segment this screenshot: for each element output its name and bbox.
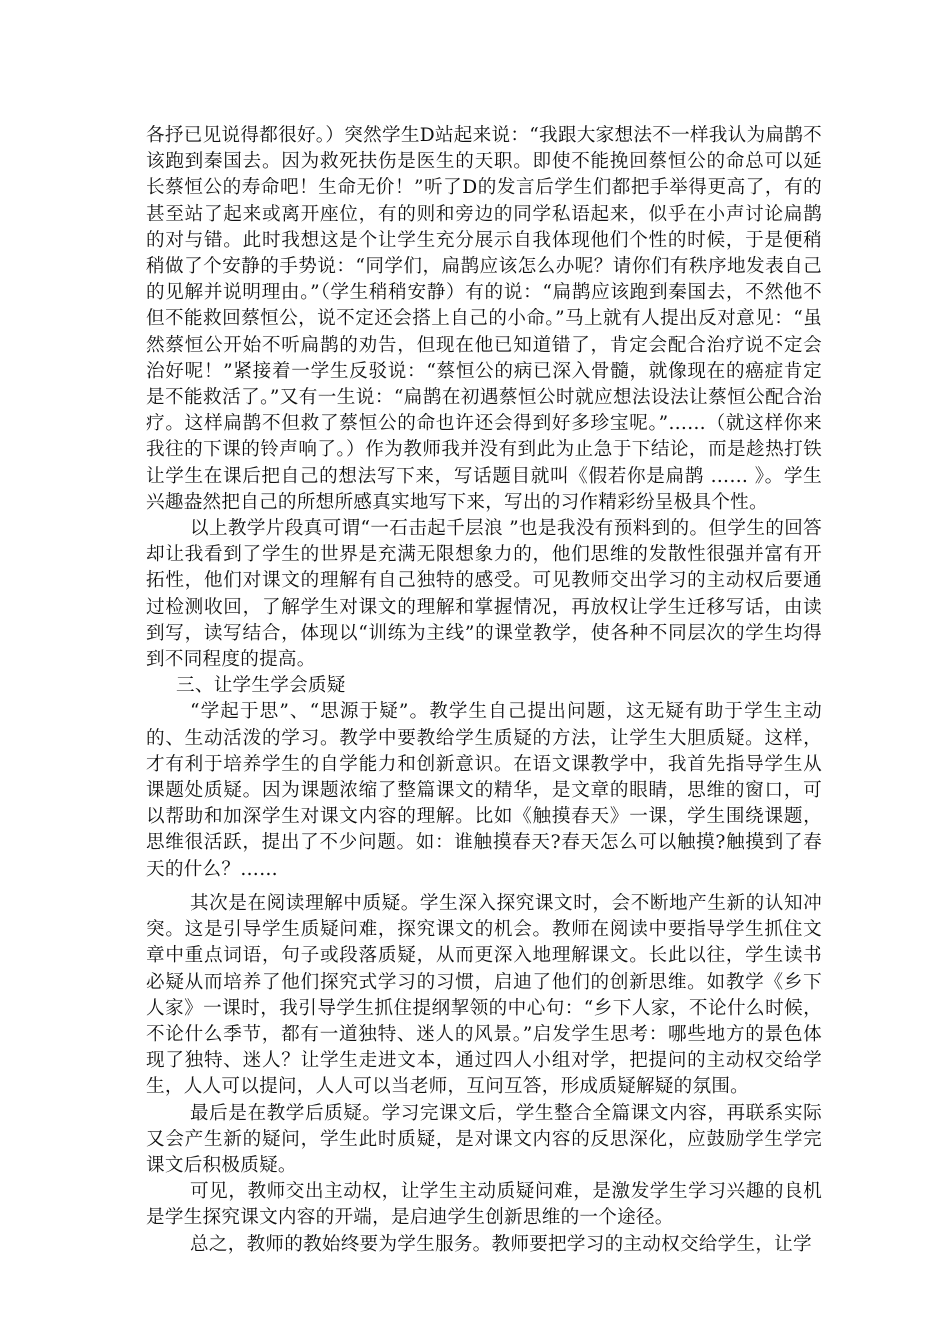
paragraph-bianque-debate: 各抒已见说得都很好。）突然学生D站起来说：“我跟大家想法不一样我认为扁鹊不该跑到秦国去。因为救死扶伤是医生的天职。即使不能挽回蔡恒公的命总可以延长蔡恒公的寿命吧！生命无价！”听了D的发言后学生们都把手举得更高了，有的甚至站了起来或离开座位，有的则和旁边的同学私语起来，似乎在小声讨论扁鹊的对与错。此时我想这是个让学生充分展示自我体现他们个性的时候，于是便稍稍做了个安静的手势说：“同学们，扁鹊应该怎么办呢？请你们有秩序地发表自己的见解并说明理由。”（学生稍稍安静）有的说：“扁鹊应该跑到秦国去，不然他不但不能救回蔡恒公，说不定还会搭上自己的小命。”马上就有人提出反对意见：“虽然蔡恒公开始不听扁鹊的劝告，但现在他已知道错了，肯定会配合治疗说不定会治好呢！”紧接着一学生反驳说：“蔡恒公的病已深入骨髓，就像现在的癌症肯定是不能救活了。”又有一生说：“扁鹊在初遇蔡恒公时就应想法设法让蔡恒公配合治疗。这样扁鹊不但救了蔡恒公的命也许还会得到好多珍宝呢。”……（就这样你来我往的下课的铃声响了。）作为教师我并没有到此为止急于下结论，而是趁热打铁让学生在课后把自己的想法写下来，写话题目就叫《假若你是扁鹊 …… 》。学生兴趣盎然把自己的所想所感真实地写下来，写出的习作精彩纷呈极具个性。 — [146, 125, 822, 513]
paragraph-summary: 总之，教师的教始终要为学生服务。教师要把学习的主动权交给学生，让学 — [190, 1233, 812, 1255]
paragraph-reading-questioning: 其次是在阅读理解中质疑。学生深入探究课文时，会不断地产生新的认知冲突。这是引导学生质疑问难，探究课文的机会。教师在阅读中要指导学生抓住文章中重点词语，句子或段落质疑，从而更深入地理解课文。长此以往，学生读书必疑从而培养了他们探究式学习的习惯，启迪了他们的创新思维。如教学《乡下人家》一课时，我引导学生抓住提纲挈领的中心句：“乡下人家，不论什么时候，不论什么季节，都有一道独特、迷人的风景。”启发学生思考：哪些地方的景色体现了独特、迷人？让学生走进文本，通过四人小组对学，把提问的主动权交给学生，人人可以提问，人人可以当老师，互问互答，形成质疑解疑的氛围。 — [146, 892, 822, 1098]
paragraph-conclusion-questioning: 可见，教师交出主动权，让学生主动质疑问难，是激发学生学习兴趣的良机是学生探究课文内容的开端，是启迪学生创新思维的一个途径。 — [146, 1181, 822, 1229]
paragraph-title-questioning: “学起于思”、“思源于疑”。教学生自己提出问题，这无疑有助于学生主动的、生动活泼的学习。教学中要教给学生质疑的方法，让学生大胆质疑。这样，才有利于培养学生的自学能力和创新意识。在语文课教学中，我首先指导学生从课题处质疑。因为课题浓缩了整篇课文的精华，是文章的眼睛，思维的窗口，可以帮助和加深学生对课文内容的理解。比如《触摸春天》一课，学生围绕课题，思维很活跃，提出了不少问题。如：谁触摸春天?春天怎么可以触摸?触摸到了春天的什么？…… — [146, 701, 822, 880]
paragraph-post-lesson-questioning: 最后是在教学后质疑。学习完课文后，学生整合全篇课文内容，再联系实际又会产生新的疑问，学生此时质疑，是对课文内容的反思深化，应鼓励学生学完课文后积极质疑。 — [146, 1102, 822, 1176]
section-heading-questioning: 三、让学生学会质疑 — [176, 675, 346, 697]
document-body — [146, 123, 822, 1258]
paragraph-reflection: 以上教学片段真可谓“一石击起千层浪 ”也是我没有预料到的。但学生的回答却让我看到了学生的世界是充满无限想象力的，他们思维的发散性很强并富有开拓性，他们对课文的理解有自己独特的感受。可见教师交出学习的主动权后要通过检测收回，了解学生对课文的理解和掌握情况，再放权让学生迁移写话，由读到写，读写结合，体现以“训练为主线”的课堂教学，使各种不同层次的学生均得到不同程度的提高。 — [146, 518, 822, 671]
